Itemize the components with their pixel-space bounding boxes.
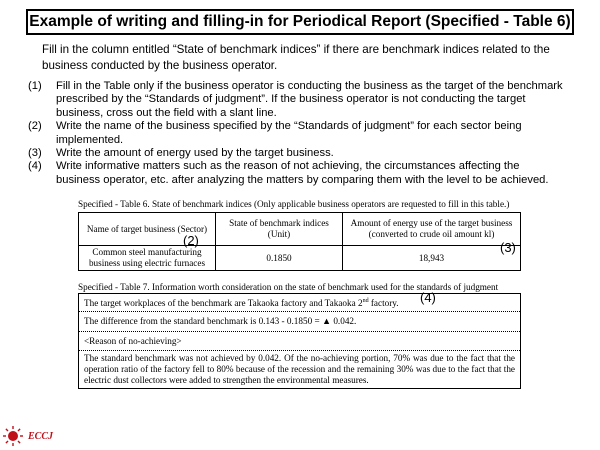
rule-text: Write informative matters such as the reason of not achieving, the circumstances affecting the business operator, etc. after analyzing the matters by comparing them with the level to be achieved. — [56, 160, 549, 186]
rule-text: Fill in the Table only if the business operator is conducting the business as the target of the benchmark prescribed by the “Standards of judgment”. If the business operator is not conducting the target business, cross out the field with a slant line. — [56, 80, 563, 119]
rule-number: (1) — [28, 80, 42, 92]
info-row: The standard benchmark was not achieved by 0.042. Of the no-achieving portion, 70% was due to the fact that the operation ratio of the factory fell to 80% because of the recession and the remaining 30% was due to the fact that the electric dust collectors were added to strengthen the environmental measures. — [84, 353, 515, 386]
info-row: <Reason of no-achieving> — [79, 332, 520, 351]
page-title: Example of writing and filling-in for Periodical Report (Specified - Table 6) — [26, 9, 574, 35]
marker-2: (2) — [183, 233, 199, 248]
table-cell: 0.1850 — [216, 246, 343, 271]
header-cell: Amount of energy use of the target business (converted to crude oil amount kl) — [343, 213, 521, 246]
logo-text: ECCJ — [28, 430, 54, 442]
rule-item — [28, 160, 563, 187]
table7-caption: Specified - Table 7. Information worth consideration on the state of benchmark used for the standards of judgment — [78, 282, 499, 292]
info-row: The difference from the standard benchmark is 0.143 - 0.1850 = ▲ 0.042. — [79, 312, 520, 332]
rule-number: (4) — [28, 160, 42, 173]
marker-4: (4) — [420, 290, 436, 305]
rule-text: Write the amount of energy used by the target business. — [56, 147, 334, 160]
intro-text: Fill in the column entitled “State of benchmark indices” if there are benchmark indices related to the business conducted by the business operator. — [42, 43, 550, 72]
rule-item — [28, 120, 563, 147]
marker-3: (3) — [500, 240, 516, 255]
info-row: The target workplaces of the benchmark are Takaoka factory and Takaoka 2nd factory. — [79, 294, 520, 312]
rules-list — [28, 80, 563, 187]
rule-number: (3) — [28, 147, 42, 160]
rule-item — [28, 147, 563, 160]
table-cell: Common steel manufacturing business using electric furnaces — [79, 246, 216, 271]
rule-number: (2) — [28, 120, 42, 133]
header-cell: State of benchmark indices (Unit) — [216, 213, 343, 246]
information-table — [78, 293, 521, 389]
benchmark-table — [78, 212, 521, 271]
header-cell: Name of target business (Sector) — [79, 213, 216, 246]
rule-item — [28, 80, 563, 120]
sun-logo-icon — [2, 425, 24, 447]
eccj-logo — [2, 425, 53, 447]
rule-text: Write the name of the business specified by the “Standards of judgment” for each sector being implemented. — [56, 120, 522, 146]
table-cell: 18,943 — [343, 246, 521, 271]
table6-caption: Specified - Table 6. State of benchmark indices (Only applicable business operators are requested to fill in this table.) — [78, 199, 510, 209]
